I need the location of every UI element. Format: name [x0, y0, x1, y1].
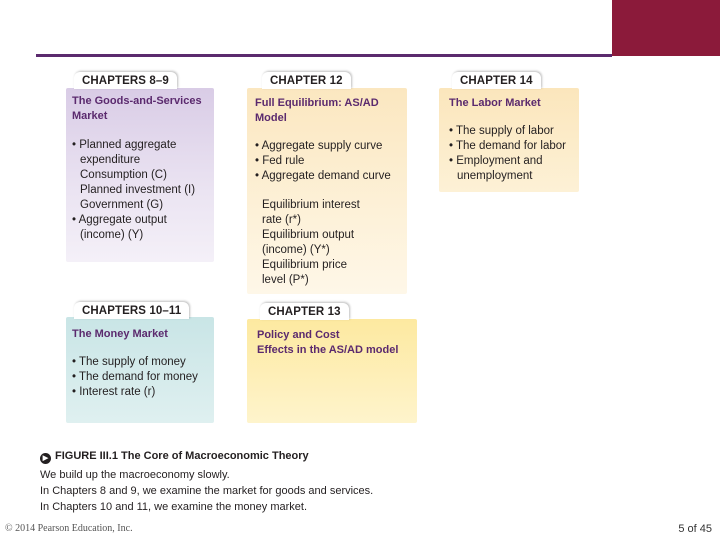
card-lines: • Aggregate supply curve • Fed rule • Aggregate demand curve: [255, 140, 391, 182]
tab-chapter-14: CHAPTER 14: [452, 72, 541, 89]
caption-line: In Chapters 10 and 11, we examine the money market.: [40, 501, 307, 513]
tab-chapters-8-9: CHAPTERS 8–9: [74, 72, 177, 89]
card-lines: • Planned aggregate expenditure Consumption (C) Planned investment (I) Government (G) • Aggregate output (income) (Y): [72, 139, 196, 241]
tab-chapter-12: CHAPTER 12: [262, 72, 351, 89]
tab-chapters-10-11: CHAPTERS 10–11: [74, 302, 189, 319]
caption-line: In Chapters 8 and 9, we examine the market for goods and services.: [40, 485, 374, 497]
header-rule: [36, 54, 612, 57]
card-lines: • The supply of labor • The demand for labor • Employment and unemployment: [449, 125, 566, 182]
card-chapter-14: [439, 88, 579, 192]
card-title: Policy and Cost Effects in the AS/AD model: [257, 329, 399, 356]
corner-accent-block: [612, 0, 720, 56]
card-title: The Goods-and-Services Market: [72, 95, 202, 122]
figure-play-icon: ▶: [40, 453, 51, 464]
page-counter: 5 of 45: [678, 523, 712, 535]
card-chapter-12: [247, 88, 407, 294]
card-equilibrium-lines: Equilibrium interest rate (r*) Equilibrium output (income) (Y*) Equilibrium price level (P*): [262, 199, 360, 286]
tab-chapter-13: CHAPTER 13: [260, 303, 349, 320]
card-lines: • The supply of money • The demand for money • Interest rate (r): [72, 356, 198, 398]
card-title: The Labor Market: [449, 97, 541, 109]
card-title: The Money Market: [72, 328, 168, 340]
card-chapters-10-11: [66, 317, 214, 423]
figure-caption-title: ▶ FIGURE III.1 The Core of Macroeconomic Theory: [40, 450, 309, 464]
copyright-text: © 2014 Pearson Education, Inc.: [5, 523, 133, 534]
caption-line: We build up the macroeconomy slowly.: [40, 469, 230, 481]
card-chapters-8-9: [66, 88, 214, 262]
card-title: Full Equilibrium: AS/AD Model: [255, 97, 379, 124]
card-chapter-13: [247, 319, 417, 423]
